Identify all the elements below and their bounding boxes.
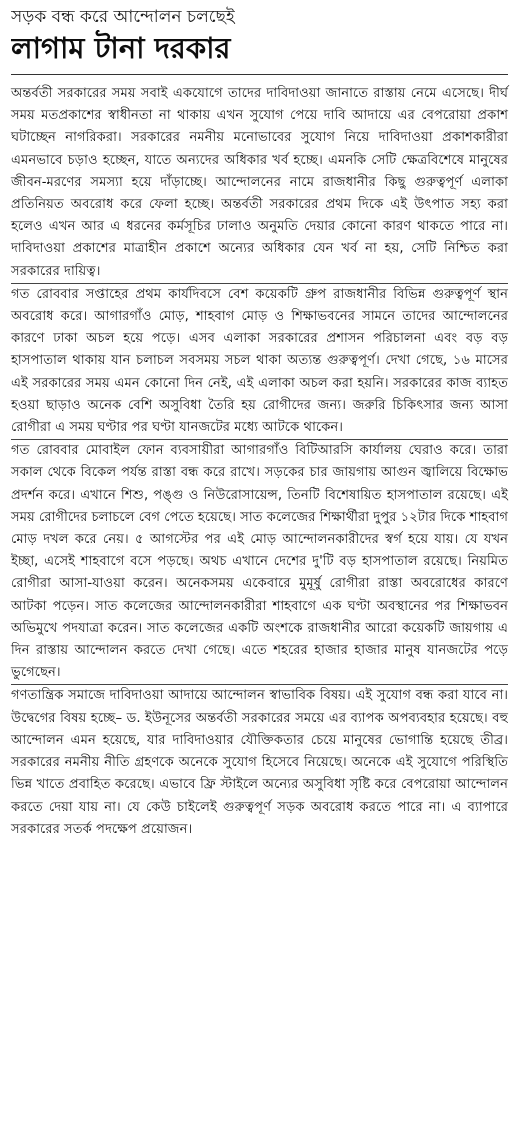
article-paragraph-1: অন্তর্বতী সরকারের সময় সবাই একযোগে তাদের দাবিদাওয়া জানাতে রাস্তায় নেমে এসেছে। দীর্ঘ সময় মতপ্রকাশের স্বাধীনতা না থাকায় এখন সুযোগ পেয়ে দাবি আদায়ে এর বেপরোয়া প্রকাশ ঘটাচ্ছেন নাগরিকরা। সরকারের নমনীয় মনোভাবের সুযোগ নিয়ে দাবিদাওয়া প্রকাশকারীরা এমনভাবে চড়াও হচ্ছেন, যাতে অন্যদের অধিকার খর্ব হচ্ছে। এমনকি সেটি ক্ষেত্রবিশেষে মানুষের জীবন-মরণের সমস্যা হয়ে দাঁড়াচ্ছে। আন্দোলনের নামে রাজধানীর কিছু গুরুত্বপূর্ণ এলাকা প্রতিনিয়ত অবরোধ করে ফেলা হচ্ছে। অন্তর্বতী সরকারের প্রথম দিকে এই উৎপাত সহ্য করা হলেও এখন আর এ ধরনের কর্মসূচির ঢালাও অনুমতি দেয়ার কোনো কারণ থাকতে পারে না। দাবিদাওয়া প্রকাশের মাত্রাহীন প্রকাশে অন্যের অধিকার যেন খর্ব না হয়, সেটি নিশ্চিত করা সরকারের দায়িত্ব। [11, 83, 508, 284]
article-kicker: সড়ক বন্ধ করে আন্দোলন চলছেই [11, 7, 235, 27]
article-paragraph-4: গণতান্ত্রিক সমাজে দাবিদাওয়া আদায়ে আন্দোলন স্বাভাবিক বিষয়। এই সুযোগ বন্ধ করা যাবে না। উদ্বেগের বিষয় হচ্ছে– ড. ইউনূসের অন্তর্বতী সরকারের সময়ে এর ব্যাপক অপব্যবহার হয়েছে। বহু আন্দোলন এমন হয়েছে, যার দাবিদাওয়ার যৌক্তিকতার চেয়ে মানুষের ভোগান্তি হয়েছে তীব্র। সরকারের নমনীয় নীতি গ্রহণকে অনেকে সুযোগ হিসেবে নিয়েছে। অনেকে এই সুযোগে পরিস্থিতি ভিন্ন খাতে প্রবাহিত করেছে। এভাবে ফ্রি স্টাইলে অন্যের অসুবিধা সৃষ্টি করে বেপরোয়া আন্দোলন করতে দেয়া যায় না। যে কেউ চাইলেই গুরুত্বপূর্ণ সড়ক অবরোধ করতে পারে না। এ ব্যাপারে সরকারের সতর্ক পদক্ষেপ প্রয়োজন। [11, 688, 508, 837]
article-paragraph-2: গত রোববার সপ্তাহের প্রথম কার্যদিবসে বেশ কয়েকটি গ্রুপ রাজধানীর বিভিন্ন গুরুত্বপূর্ণ স্থান অবরোধ করে। আগারগাঁও মোড়, শাহবাগ মোড় ও শিক্ষাভবনের সামনে তাদের আন্দোলনের কারণে ঢাকা অচল হয়ে পড়ে। এসব এলাকা সরকারের প্রশাসন পরিচালনা এবং বড় বড় হাসপাতাল থাকায় যান চলাচল সবসময় সচল থাকা অত্যন্ত গুরুত্বপূর্ণ। দেখা গেছে, ১৬ মাসের এই সরকারের সময় এমন কোনো দিন নেই, এই এলাকা অচল করা হয়নি। সরকারের কাজ ব্যাহত হওয়া ছাড়াও অনেক বেশি অসুবিধা তৈরি হয় রোগীদের জন্য। জরুরি চিকিৎসার জন্য আসা রোগীরা এ সময় ঘণ্টার পর ঘণ্টা যানজটের মধ্যে আটকে থাকেন। [11, 284, 508, 440]
article-headline: লাগাম টানা দরকার [11, 30, 508, 75]
article-paragraph-3: গত রোববার মোবাইল ফোন ব্যবসায়ীরা আগারগাঁও বিটিআরসি কার্যালয় ঘেরাও করে। তারা সকাল থেকে বিকেল পর্যন্ত রাস্তা বন্ধ করে রাখে। সড়কের চার জায়গায় আগুন জ্বালিয়ে বিক্ষোভ প্রদর্শন করে। এখানে শিশু, পঙ্গু ও নিউরোসায়েন্স, তিনটি বিশেষায়িত হাসপাতাল রয়েছে। এই সময় রোগীদের চলাচলে বেগ পেতে হয়েছে। সাত কলেজের শিক্ষার্থীরা দুপুর ১২টার দিকে শাহবাগ মোড় দখল করে নেয়। ৫ আগস্টের পর এই মোড় আন্দোলনকারীদের স্বর্গ হয়ে যায়। যে যখন ইচ্ছা, এসেই শাহবাগে বসে পড়ছে। অথচ এখানে দেশের দু'টি বড় হাসপাতাল রয়েছে। নিয়মিত রোগীরা আসা-যাওয়া করেন। অনেকসময় একেবারে মুমূর্ষু রোগীরা রাস্তা অবরোধের কারণে আটকা পড়েন। সাত কলেজের আন্দোলনকারীরা শাহবাগে এক ঘণ্টা অবস্থানের পর শিক্ষাভবন অভিমুখে পদযাত্রা করেন। সাত কলেজের একটি অংশকে রাজধানীর আরো কয়েকটি জায়গায় এ দিন রাস্তায় আন্দোলন করতে দেখা গেছে। এতে শহরের হাজার হাজার মানুষ যানজটের পড়ে ভুগেছেন। [11, 440, 508, 685]
article-body [11, 83, 508, 841]
